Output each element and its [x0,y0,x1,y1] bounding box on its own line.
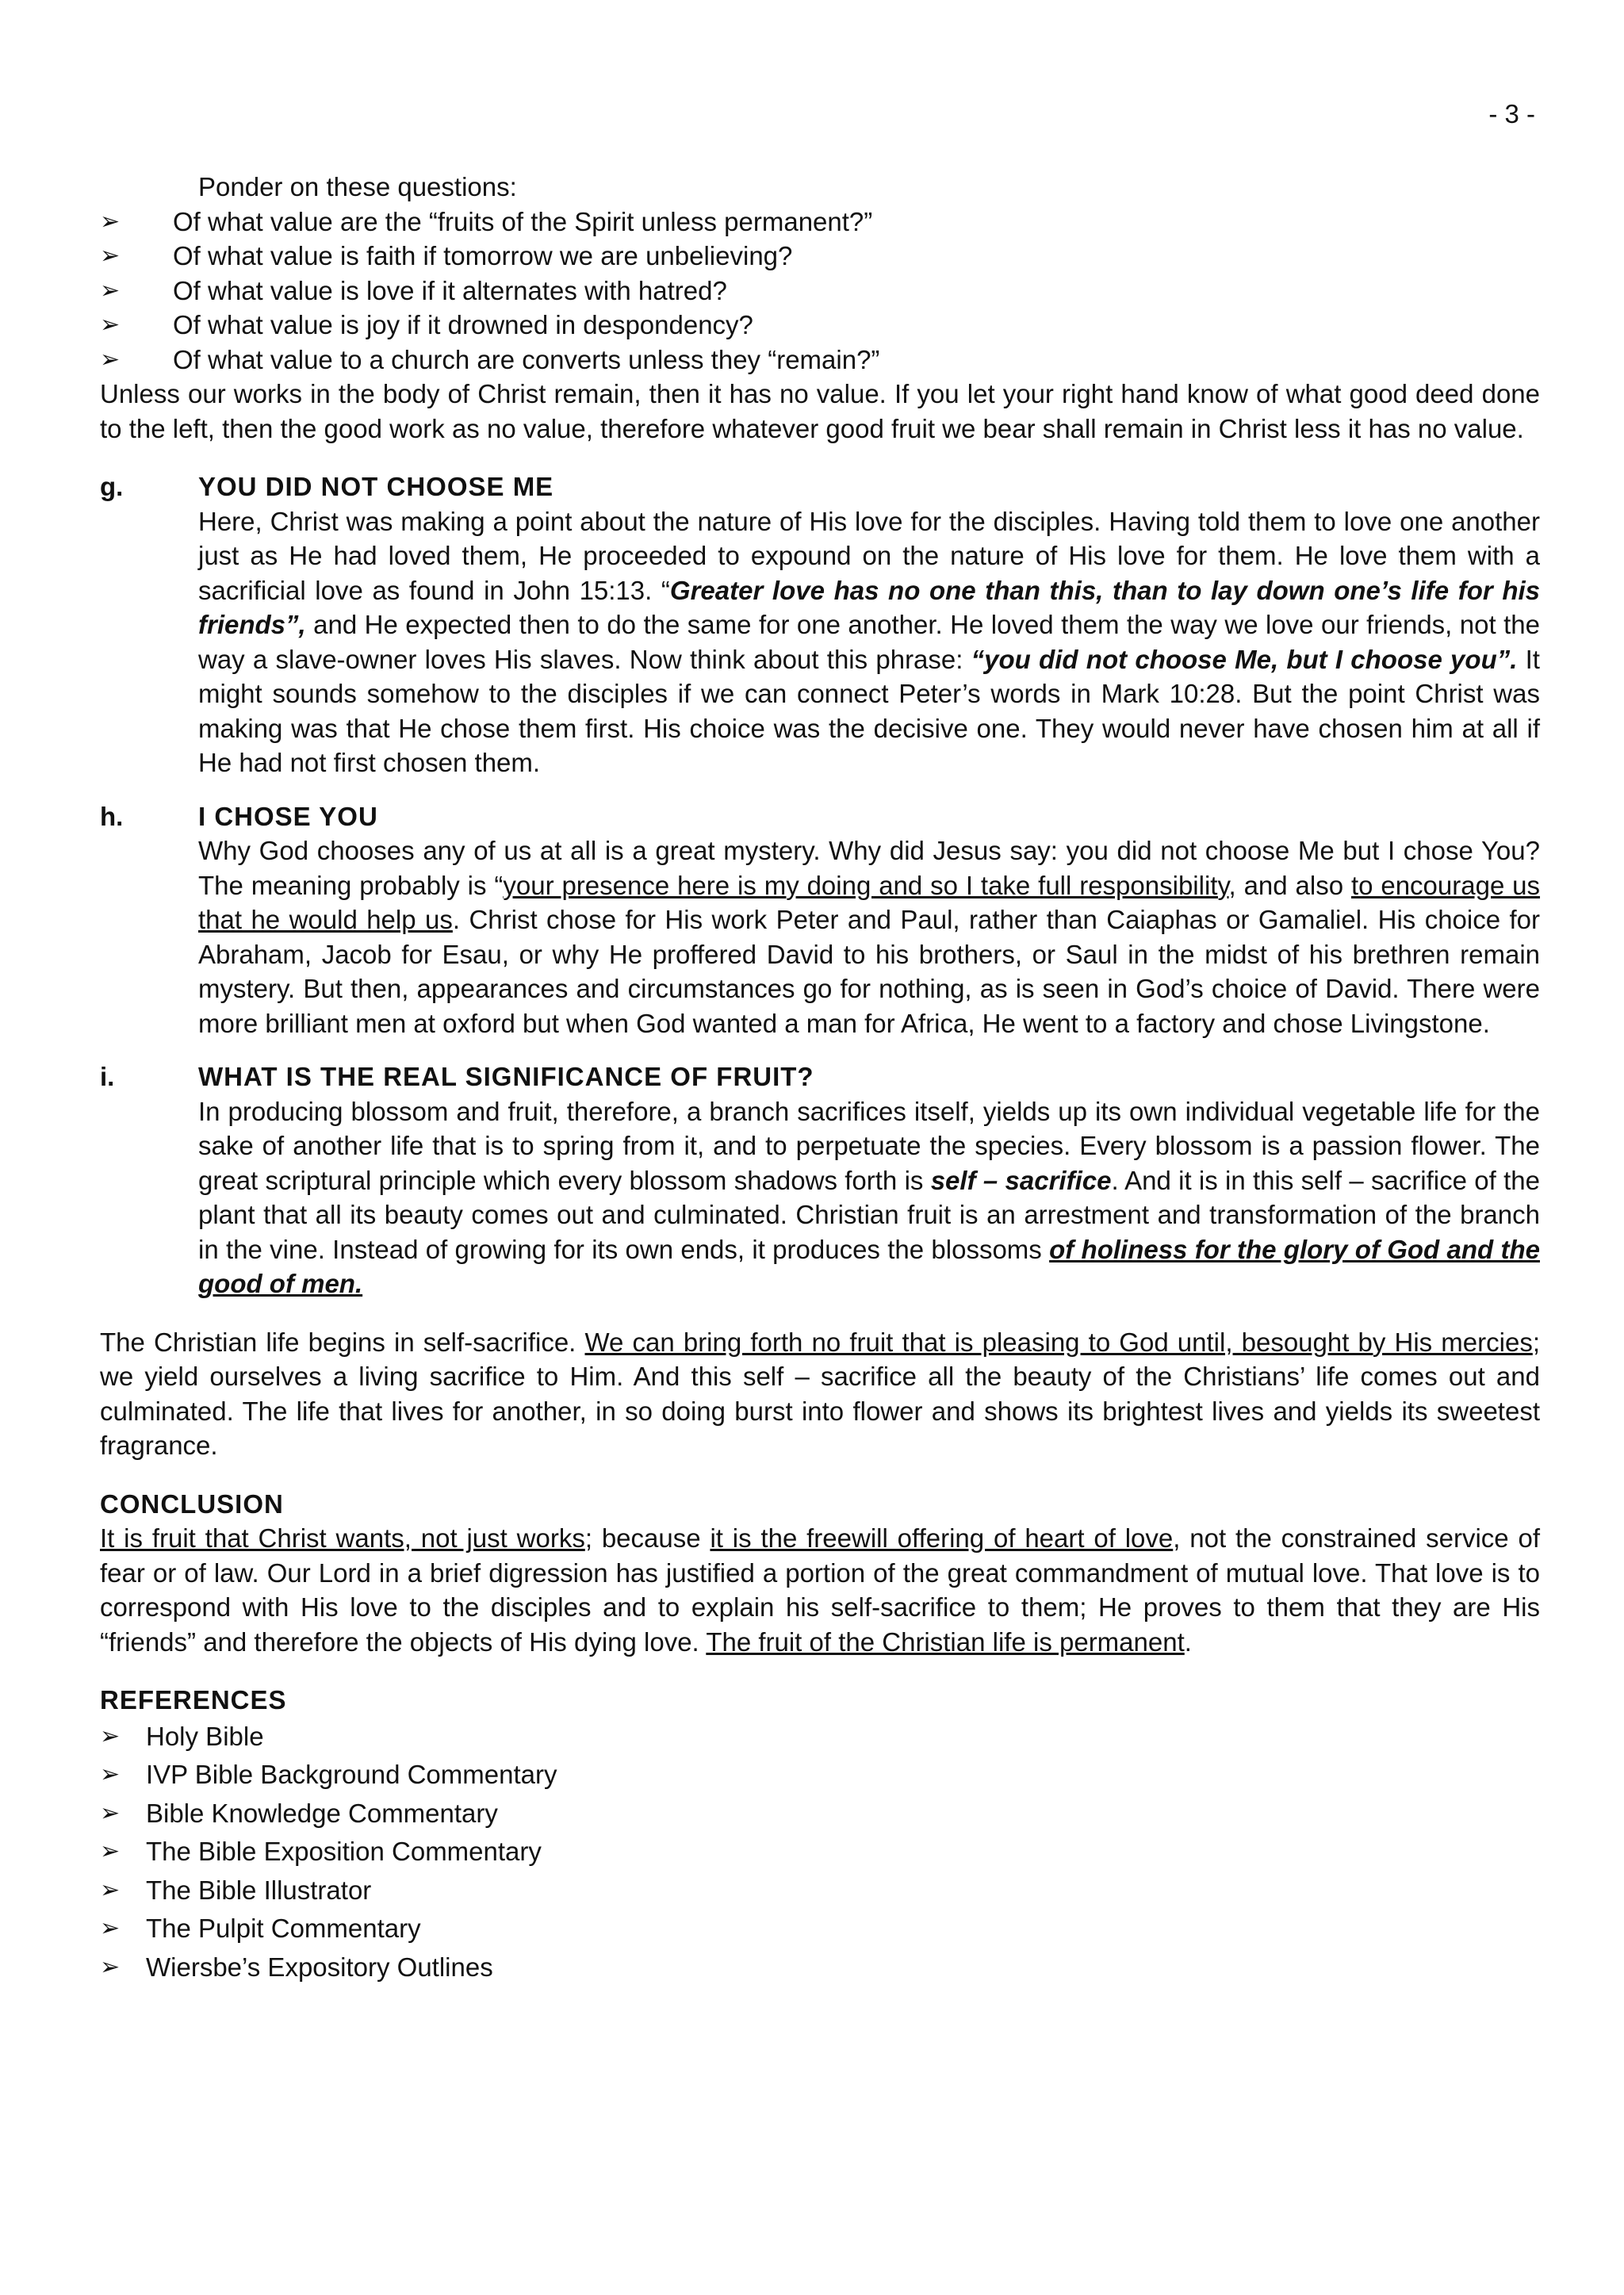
section-h [100,799,1540,1041]
arrow-bullet-icon: ➢ [100,1875,121,1904]
list-item: ➢ Wiersbe’s Expository Outlines [100,1948,1540,1987]
document-body [100,170,1540,1987]
page-number: - 3 - [1488,99,1535,128]
references-list [100,1718,1540,1987]
arrow-bullet-icon: ➢ [100,276,121,305]
ponder-closing-paragraph: Unless our works in the body of Christ remain, then it has no value. If you let your right hand know of what good deed done to the left, then the good work as no value, therefore whatever good fruit we bear shall remain in Christ less it has no value. [100,379,1540,443]
arrow-bullet-icon: ➢ [100,1952,121,1981]
section-letter: g. [100,472,124,501]
conclusion-heading: CONCLUSION [100,1488,284,1519]
section-letter: i. [100,1062,115,1091]
section-paragraph: Why God chooses any of us at all is a great mystery. Why did Jesus say: you did not choose Me but I chose You? The meaning probably is “your presence here is my doing and so I take full responsibility, and also to encourage us that he would help us. Christ chose for His work Peter and Paul, rather than Caiaphas or Gamaliel. His choice for Abraham, Jacob for Esau, or why He proffered David to his brothers, or Saul in the midst of his brethren remain mystery. But then, appearances and circumstances go for nothing, as is seen in God’s choice of David. There were more brilliant men at oxford but when God wanted a man for Africa, He went to a factory and chose Livingstone. [198,836,1541,1038]
list-item: ➢ IVP Bible Background Commentary [100,1756,1540,1795]
arrow-bullet-icon: ➢ [100,1914,121,1942]
list-item: ➢ The Bible Exposition Commentary [100,1833,1540,1872]
arrow-bullet-icon: ➢ [100,207,121,236]
ponder-intro: Ponder on these questions: [198,172,517,201]
arrow-bullet-icon: ➢ [100,242,121,270]
list-item: ➢ Of what value is joy if it drowned in despondency? [100,308,1540,343]
section-heading: WHAT IS THE REAL SIGNIFICANCE OF FRUIT? [198,1062,814,1091]
arrow-bullet-icon: ➢ [100,1837,121,1865]
section-paragraph: Here, Christ was making a point about the nature of His love for the disciples. Having told them to love one another just as He had loved them, He proceeded to expound on the nature of His love for them. He love them with a sacrificial love as found in John 15:13. “Greater love has no one than this, than to lay down one’s life for his friends”, and He expected then to do the same for one another. He loved them the way we love our friends, not the way a slave-owner loves His slaves. Now think about this phrase: “you did not choose Me, but I choose you”. It might sounds somehow to the disciples if we can connect Peter’s words in Mark 10:28. But the point Christ was making was that He chose them first. His choice was the decisive one. They would never have chosen him at all if He had not first chosen them. [198,506,1540,777]
list-item: ➢ The Bible Illustrator [100,1872,1540,1910]
list-item: ➢ Of what value to a church are converts unless they “remain?” [100,343,1540,377]
list-item: ➢ Of what value is faith if tomorrow we are unbelieving? [100,239,1540,274]
arrow-bullet-icon: ➢ [100,345,121,374]
section-heading: YOU DID NOT CHOOSE ME [198,472,554,501]
ponder-question-list [100,205,1540,377]
section-i [100,1059,1540,1301]
section-heading: I CHOSE YOU [198,801,378,831]
arrow-bullet-icon: ➢ [100,1761,121,1788]
section-paragraph: In producing blossom and fruit, therefore, a branch sacrifices itself, yields up its own individual vegetable life for the sake of another life that is to spring from it, and to perpetuate the species. Every blossom is a passion flower. The great scriptural principle which every blossom shadows forth is self – sacrifice. And it is in this self – sacrifice of the plant that all its beauty comes out and culminated. Christian fruit is an arrestment and transformation of the branch in the vine. Instead of growing for its own ends, it produces the blossoms of holiness for the glory of God and the good of men. [198,1096,1540,1298]
conclusion-paragraph: It is fruit that Christ wants, not just works; because it is the freewill offering of heart of love, not the constrained service of fear or of law. Our Lord in a brief digression has justified a portion of the great commandment of mutual love. That love is to correspond with His love to the disciples and to explain his self-sacrifice to them; He proves to them that they are His “friends” and therefore the objects of His dying love. The fruit of the Christian life is permanent. [100,1523,1540,1657]
christian-life-paragraph: The Christian life begins in self-sacrifice. We can bring forth no fruit that is pleasing to God until, besought by His mercies; we yield ourselves a living sacrifice to Him. And this self – sacrifice all the beauty of the Christians’ life comes out and culminated. The life that lives for another, in so doing burst into flower and shows its brightest lives and yields its sweetest fragrance. [100,1327,1540,1460]
section-letter: h. [100,801,124,831]
list-item: ➢ Holy Bible [100,1718,1540,1757]
list-item: ➢ The Pulpit Commentary [100,1910,1540,1948]
list-item: ➢ Of what value are the “fruits of the Spirit unless permanent?” [100,205,1540,239]
arrow-bullet-icon: ➢ [100,311,121,339]
list-item: ➢ Of what value is love if it alternates with hatred? [100,274,1540,308]
arrow-bullet-icon: ➢ [100,1722,121,1750]
arrow-bullet-icon: ➢ [100,1799,121,1827]
references-heading: REFERENCES [100,1685,287,1715]
section-g [100,469,1540,780]
list-item: ➢ Bible Knowledge Commentary [100,1795,1540,1833]
